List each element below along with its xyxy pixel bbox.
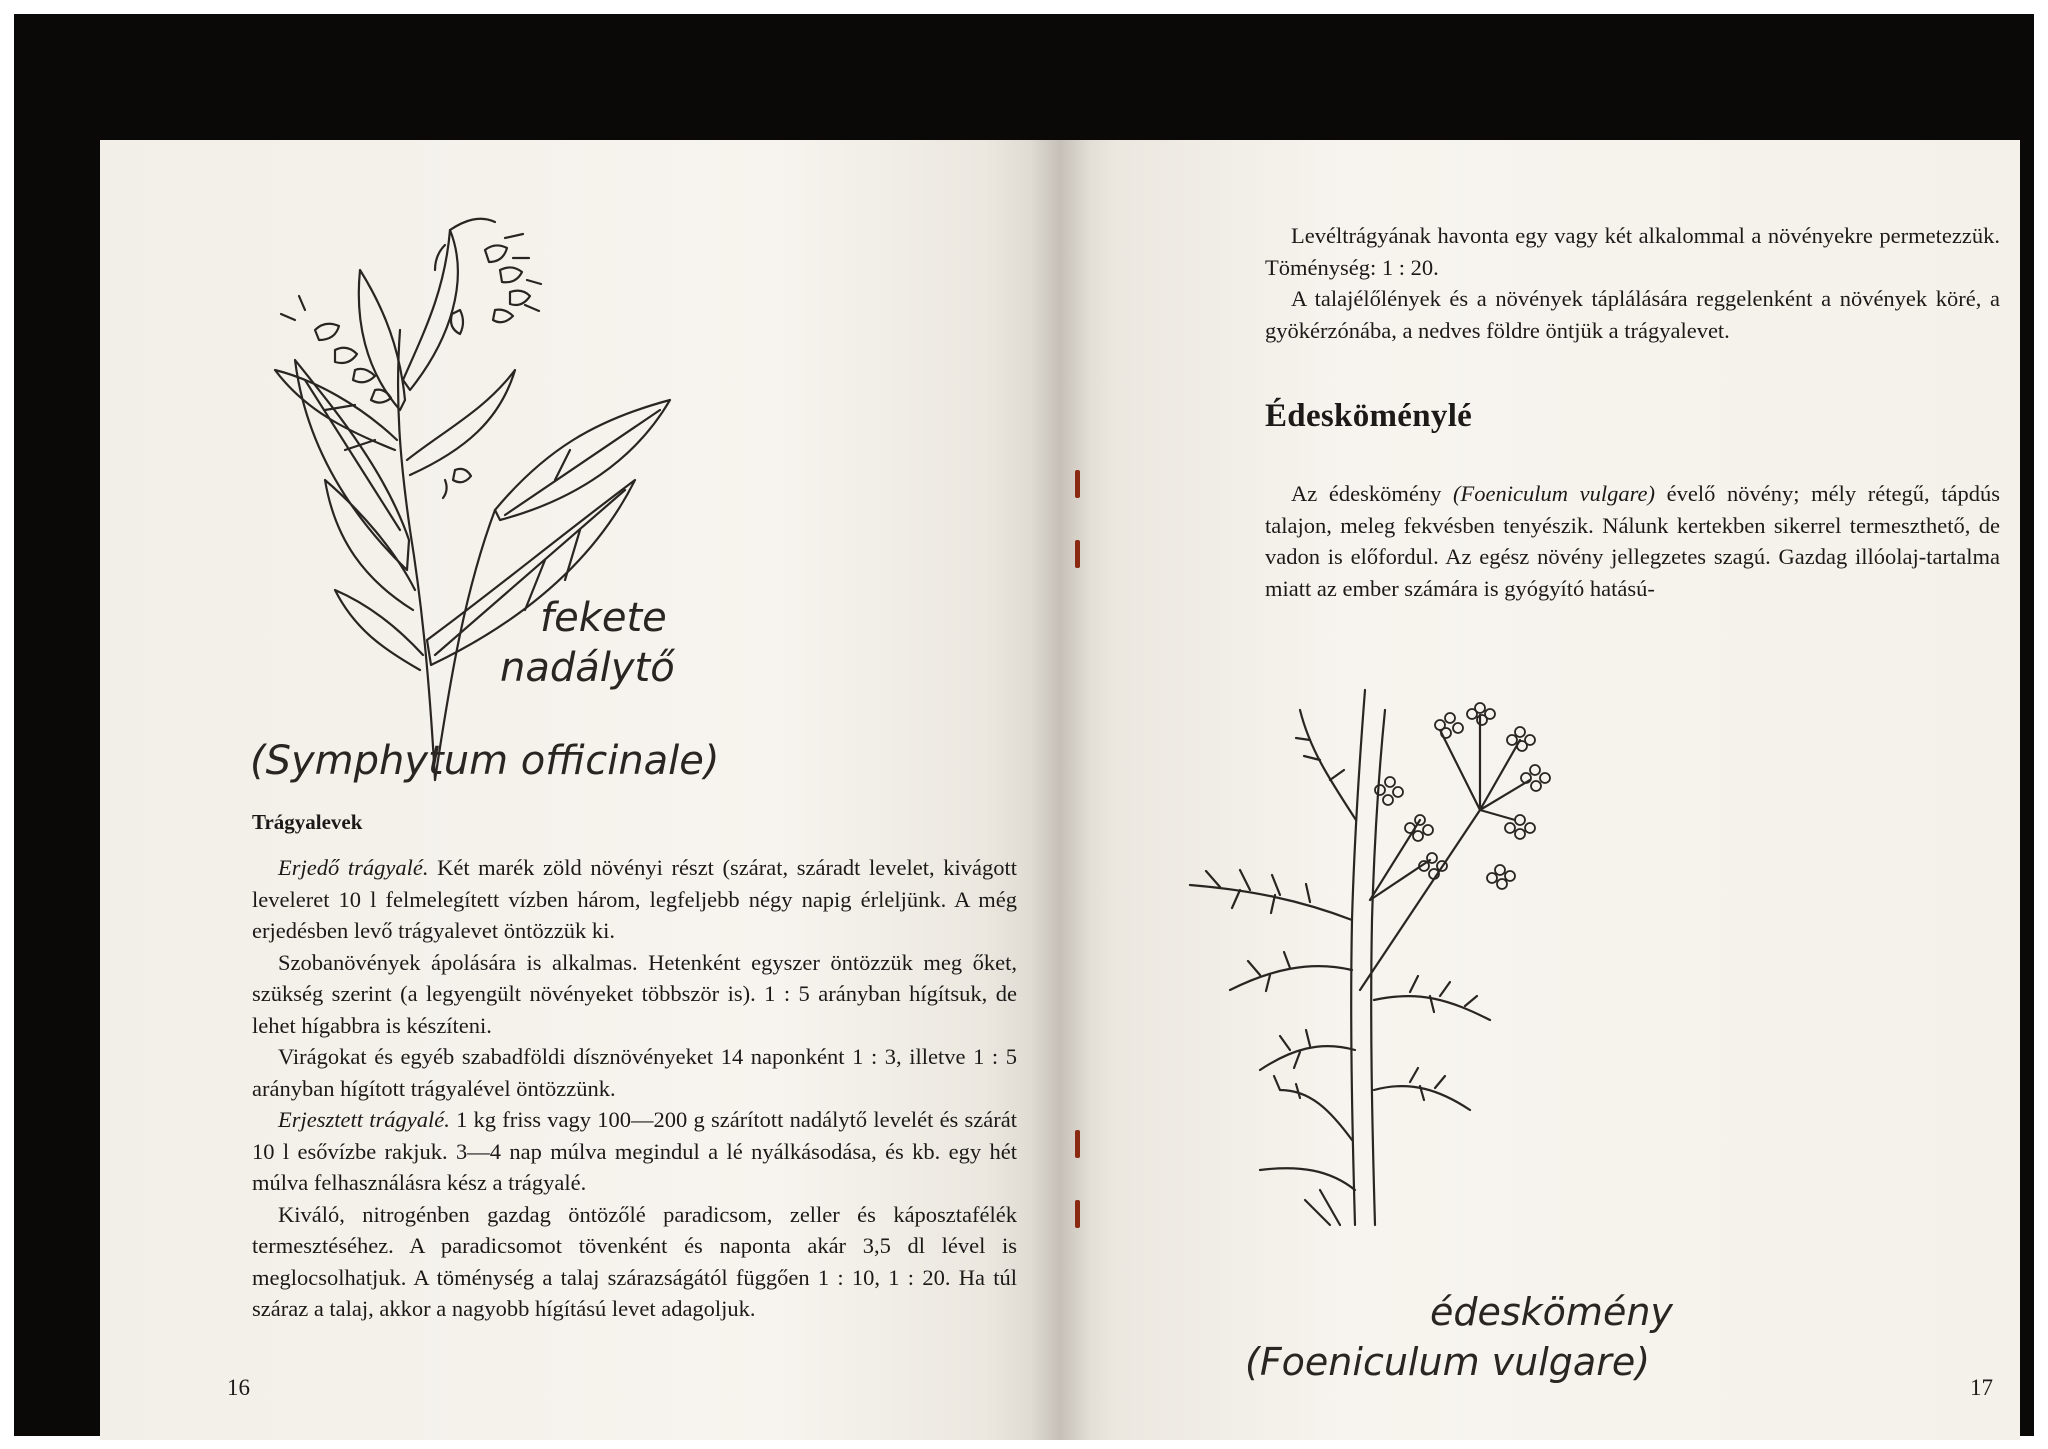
page-edge-mark bbox=[1075, 1130, 1080, 1158]
right-intro-text bbox=[1265, 220, 2000, 346]
right-body-text bbox=[1265, 478, 2000, 604]
fennel-latin-name: (Foeniculum vulgare) bbox=[1245, 1340, 1651, 1384]
book-spread bbox=[100, 140, 2020, 1440]
right-page bbox=[1060, 140, 2020, 1440]
paragraph-lead: Erjesztett trágyalé. bbox=[278, 1107, 450, 1132]
page-number-right: 17 bbox=[1970, 1375, 1993, 1400]
left-page bbox=[100, 140, 1060, 1440]
paragraph-text: Virágokat és egyéb szabadföldi dísznövényeket 14 naponként 1 : 3, illetve 1 : 5 arányban hígított trágyalével öntözzünk. bbox=[252, 1044, 1017, 1101]
paragraph: A talajélőlények és a növények táplálására reggelenként a növények köré, a gyökérzónába, a nedves földre öntjük a trágyalevet. bbox=[1265, 286, 2000, 343]
paragraph-text: Két marék zöld növényi részt (szárat, száradt levelet, kivágott leveleret 10 l felmelegített vízben három, legfeljebb négy napig érleljünk. A még erjedésben levő trágyalevet öntözzük ki. bbox=[252, 855, 1017, 943]
section-heading-edeskomenyle: Édesköménylé bbox=[1265, 398, 1473, 434]
page-edge-mark bbox=[1075, 470, 1080, 498]
comfrey-common-name: nadálytő bbox=[500, 645, 675, 691]
paragraph-text: Szobanövények ápolására is alkalmas. Hetenként egyszer öntözzük meg őket, szükség szerint (a legyengült növényeket többször is). 1 : 5 arányban hígítsuk, de lehet hígabbra is készíteni. bbox=[252, 949, 1017, 1038]
paragraph-text-before: Az édeskömény bbox=[1291, 481, 1453, 506]
paragraph-text: 1 kg friss vagy 100—200 g szárított nadálytő levelét és szárát 10 l esővízbe rakjuk. 3—4 nap múlva megindul a lé nyálkásodása, és kb. egy hét múlva felhasználásra kész a trágyalé. bbox=[252, 1107, 1017, 1195]
page-edge-mark bbox=[1075, 1200, 1080, 1228]
fennel-plant-drawing-icon bbox=[1180, 670, 1620, 1230]
paragraph: Levéltrágyának havonta egy vagy két alkalommal a növényekre permetezzük. Töménység: 1 : 20. bbox=[1265, 223, 2000, 280]
fennel-common-name: édeskömény bbox=[1430, 1290, 1673, 1334]
paragraph-lead: Erjedő trágyalé. bbox=[278, 855, 429, 880]
paragraph bbox=[252, 1041, 1017, 1104]
paragraph-text: Kiváló, nitrogénben gazdag öntözőlé paradicsom, zeller és káposztafélék termesztéséhez. A paradicsomot tövenként és naponta akár 3,5 dl lével is meglocsolhatjuk. A töménység a talaj szárazságától függően 1 : 10, 1 : 20. Ha túl száraz a talaj, akkor a nagyobb hígítású levet adagoljuk. bbox=[252, 1201, 1017, 1321]
paragraph-text-after: évelő növény; mély rétegű, tápdús talajon, meleg fekvésben tenyészik. Nálunk kertekben sikerrel termeszthető, de vadon is előfordul. Az egész növény jellegzetes szagú. Gazdag illóolaj-tartalma miatt az ember számára is gyógyító hatású- bbox=[1265, 481, 2000, 601]
comfrey-plant-drawing-icon bbox=[195, 210, 715, 800]
page-number-left: 16 bbox=[227, 1375, 250, 1400]
comfrey-common-name-line1: fekete bbox=[540, 595, 667, 641]
paragraph bbox=[252, 852, 1017, 947]
paragraph bbox=[252, 1199, 1017, 1325]
latin-name-inline: (Foeniculum vulgare) bbox=[1453, 481, 1655, 506]
comfrey-latin-name: (Symphytum officinale) bbox=[250, 738, 720, 784]
page-edge-mark bbox=[1075, 540, 1080, 568]
paragraph bbox=[252, 1104, 1017, 1199]
left-body-text bbox=[252, 852, 1017, 1325]
paragraph bbox=[252, 947, 1017, 1042]
section-heading-tragyalevek: Trágyalevek bbox=[252, 810, 363, 834]
paragraph bbox=[1265, 478, 2000, 604]
